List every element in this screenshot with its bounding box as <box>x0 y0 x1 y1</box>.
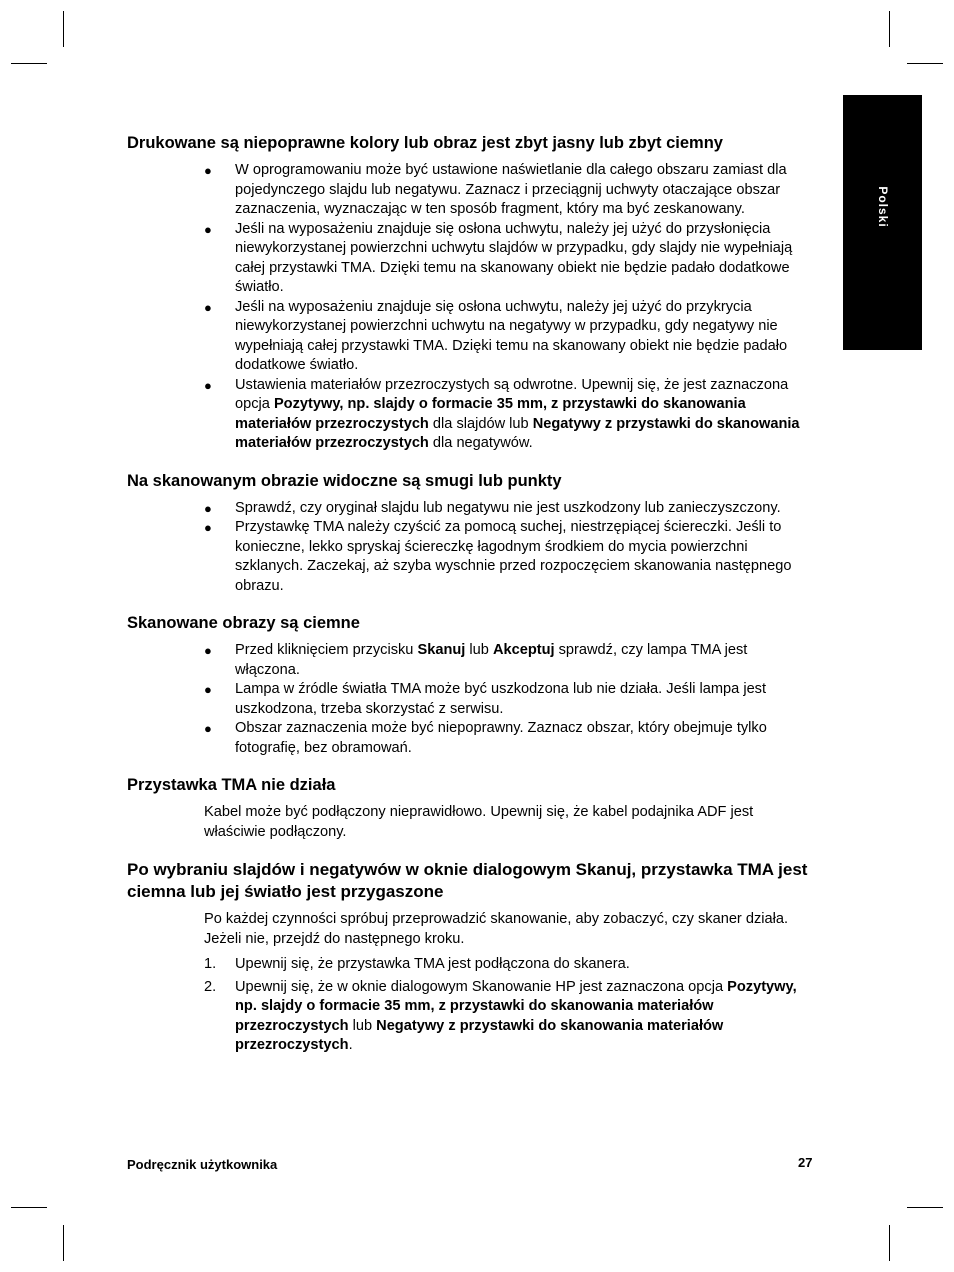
crop-mark <box>11 1207 47 1208</box>
section-heading: Drukowane są niepoprawne kolory lub obraz jest zbyt jasny lub zbyt ciemny <box>127 134 723 152</box>
list-item <box>127 719 812 758</box>
text-run: sprawdź, czy lampa TMA jest włączona. <box>235 642 748 678</box>
text-run: Obszar zaznaczenia może być niepoprawny. Zaznacz obszar, który obejmuje tylko fotografię, bez obramowań. <box>235 720 767 756</box>
list-item <box>127 680 812 719</box>
text-run: Sprawdź, czy oryginał slajdu lub negatywu nie jest uszkodzony lub zanieczyszczony. <box>235 499 781 516</box>
section <box>127 859 812 1056</box>
crop-mark <box>11 63 47 64</box>
text-run: Lampa w źródle światła TMA może być uszkodzona lub nie działa. Jeśli lampa jest uszkodzona, trzeba skorzystać z serwisu. <box>235 681 767 717</box>
bullet-list <box>127 641 812 758</box>
bold-text: Akceptuj <box>492 642 555 658</box>
text-run: W oprogramowaniu może być ustawione naświetlanie dla całego obszaru zamiast dla pojedynczego slajdu lub negatywu. Zaznacz i przeciągnij uchwyty otaczające obszar zaznaczenia, wyznaczając w ten sposób fragment, który ma być zeskanowany. <box>235 162 787 217</box>
text-run: dla slajdów lub <box>428 415 533 432</box>
crop-mark <box>907 63 943 64</box>
section <box>127 133 812 454</box>
list-item <box>127 518 812 596</box>
text-run: Ustawienia materiałów przezroczystych są odwrotne. Upewnij się, że jest zaznaczona opcja <box>235 376 789 412</box>
bullet-icon: ● <box>204 299 212 315</box>
text-run: lub <box>348 1017 377 1034</box>
body-paragraph: Po każdej czynności spróbuj przeprowadzić skanowanie, aby zobaczyć, czy skaner działa. Jeżeli nie, przejdź do następnego kroku. <box>204 911 789 947</box>
list-item <box>127 161 812 220</box>
list-item <box>127 641 812 680</box>
bullet-icon: ● <box>204 682 212 697</box>
footer-title: Podręcznik użytkownika <box>127 1157 278 1172</box>
text-run: Upewnij się, że w oknie dialogowym Skanowanie HP jest zaznaczona opcja <box>235 978 728 995</box>
text-run: dla negatywów. <box>428 435 533 451</box>
page-content <box>127 133 812 1073</box>
section <box>127 471 812 597</box>
bullet-icon: ● <box>204 520 212 535</box>
crop-mark <box>889 1225 890 1261</box>
bullet-list <box>127 161 812 454</box>
bold-text: Negatywy z przystawki do skanowania materiałów przezroczystych <box>235 1017 724 1053</box>
step-number: 1. <box>204 956 217 972</box>
bold-text: Negatywy z przystawki do skanowania materiałów przezroczystych <box>235 415 800 451</box>
section-heading: Po wybraniu slajdów i negatywów w oknie dialogowym Skanuj, przystawka TMA jest ciemna lub jej światło jest przygaszone <box>127 860 808 901</box>
crop-mark <box>63 1225 64 1261</box>
crop-mark <box>907 1207 943 1208</box>
bullet-list <box>127 499 812 597</box>
bold-text: Pozytywy, np. slajdy o formacie 35 mm, z przystawki do skanowania materiałów przezroczystych <box>235 396 746 432</box>
bullet-icon: ● <box>204 163 212 178</box>
step-item <box>127 955 812 975</box>
list-item <box>127 499 812 519</box>
step-number: 2. <box>204 978 217 995</box>
section-heading: Skanowane obrazy są ciemne <box>127 614 360 632</box>
list-item <box>127 220 812 298</box>
list-item <box>127 376 812 454</box>
text-run: Upewnij się, że przystawka TMA jest podłączona do skanera. <box>235 956 630 972</box>
text-run: Przed kliknięciem przycisku <box>235 642 418 658</box>
text-run: . <box>348 1037 353 1053</box>
bold-text: Pozytywy, np. slajdy o formacie 35 mm, z przystawki do skanowania materiałów przezroczystych <box>235 978 797 1034</box>
section <box>127 775 812 842</box>
bullet-icon: ● <box>204 377 212 393</box>
page-number: 27 <box>798 1155 813 1170</box>
text-run: Jeśli na wyposażeniu znajduje się osłona uchwytu, należy jej użyć do przykrycia niewykorzystanej powierzchni uchwytu na negatywy w przypadku, gdy negatywy nie wypełniają całej przystawki TMA. Dzięki temu na skanowany obiekt nie będzie padało dodatkowe światło. <box>235 298 788 373</box>
section <box>127 613 812 758</box>
step-item <box>127 978 812 1056</box>
text-run: lub <box>465 642 493 658</box>
bold-text: Skanuj <box>417 642 466 658</box>
section-heading: Na skanowanym obrazie widoczne są smugi lub punkty <box>127 471 562 490</box>
language-tab <box>843 95 922 350</box>
bullet-icon: ● <box>204 221 212 237</box>
numbered-list <box>127 955 812 1056</box>
crop-mark <box>889 11 890 47</box>
bullet-icon: ● <box>204 643 212 658</box>
crop-mark <box>63 11 64 47</box>
body-paragraph: Kabel może być podłączony nieprawidłowo. Upewnij się, że kabel podajnika ADF jest właściwie podłączony. <box>204 804 754 840</box>
text-run: Jeśli na wyposażeniu znajduje się osłona uchwytu, należy jej użyć do przysłonięcia niewykorzystanej powierzchni uchwytu slajdów w przypadku, gdy slajdy nie wypełniają całej przystawki TMA. Dzięki temu na skanowany obiekt nie będzie padało dodatkowe światło. <box>235 220 793 295</box>
bullet-icon: ● <box>204 500 212 516</box>
language-tab-label: Polski <box>876 186 890 228</box>
bullet-icon: ● <box>204 721 212 736</box>
section-heading: Przystawka TMA nie działa <box>127 776 336 794</box>
list-item <box>127 298 812 376</box>
text-run: Przystawkę TMA należy czyścić za pomocą suchej, niestrzępiącej ściereczki. Jeśli to konieczne, lekko spryskaj ściereczkę łagodnym środkiem do mycia powierzchni szklanych. Zaczekaj, aż szyba wyschnie przed rozpoczęciem skanowania następnego obrazu. <box>235 519 792 594</box>
